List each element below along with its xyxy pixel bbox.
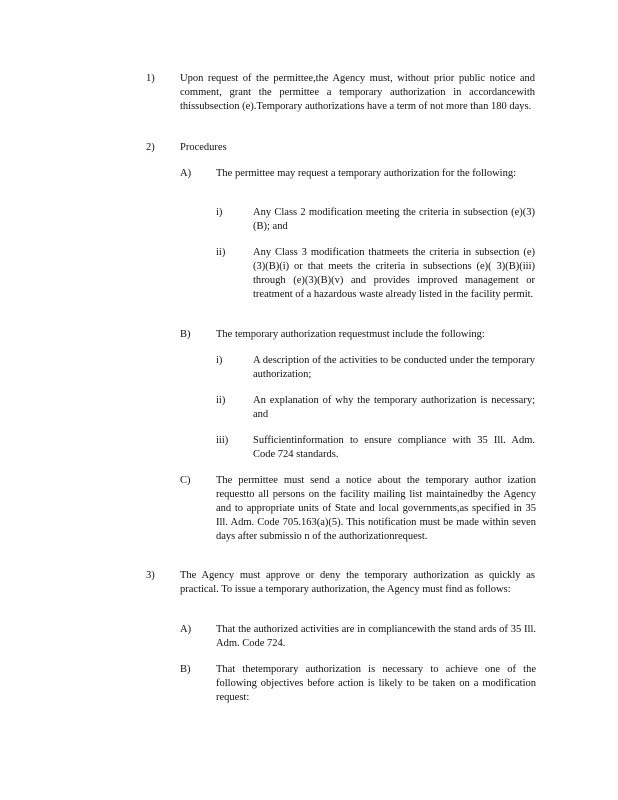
subitem-text: That the authorized activities are in compliancewith the stand ards of 35 Ill. Adm. Code 724.: [216, 624, 536, 649]
clause-text: Any Class 2 modification meeting the criteria in subsection (e)(3)(B); and: [253, 207, 535, 232]
item-number: 1): [146, 73, 155, 84]
item-number: 2): [146, 142, 155, 153]
subitem-number: C): [180, 475, 191, 486]
subitem-number: B): [180, 664, 191, 675]
item-text: Procedures: [180, 142, 227, 153]
subitem-text: That thetemporary authorization is necessary to achieve one of the following objectives before action is likely to be taken on a modification request:: [216, 664, 536, 703]
clause-text: An explanation of why the temporary authorization is necessary; and: [253, 395, 535, 420]
item-text: Upon request of the permittee,the Agency must, without prior public notice and comment, grant the permittee a temporary authorization in accordancewith thissubsection (e).Temporary authorizations have a term of not more than 180 days.: [180, 73, 535, 112]
clause-number: i): [216, 355, 223, 366]
item-text: The Agency must approve or deny the temporary authorization as quickly as practical. To issue a temporary authorization, the Agency must find as follows:: [180, 570, 535, 595]
item-number: 3): [146, 570, 155, 581]
clause-number: ii): [216, 395, 226, 406]
clause-text: Any Class 3 modification thatmeets the criteria in subsection (e)(3)(B)(i) or that meets the criteria in subsections (e)( 3)(B)(iii) through (e)(3)(B)(v) and provides improved management or treatment of a hazardous waste already listed in the facility permit.: [253, 247, 535, 300]
subitem-number: A): [180, 624, 192, 635]
subitem-text: The permittee must send a notice about the temporary author ization requestto all persons on the facility mailing list maintainedby the Agency and to appropriate units of State and local governments,as specified in 35 Ill. Adm. Code 705.163(a)(5). This notification must be made within seven days after submissio n of the authorizationrequest.: [216, 475, 536, 542]
clause-text: A description of the activities to be conducted under the temporary authorization;: [253, 355, 535, 380]
subitem-number: A): [180, 168, 192, 179]
clause-number: ii): [216, 247, 226, 258]
subitem-text: The permittee may request a temporary authorization for the following:: [216, 168, 517, 179]
clause-number: i): [216, 207, 223, 218]
subitem-text: The temporary authorization requestmust include the following:: [216, 329, 485, 340]
clause-text: Sufficientinformation to ensure compliance with 35 Ill. Adm. Code 724 standards.: [253, 435, 535, 460]
clause-number: iii): [216, 435, 229, 446]
subitem-number: B): [180, 329, 191, 340]
